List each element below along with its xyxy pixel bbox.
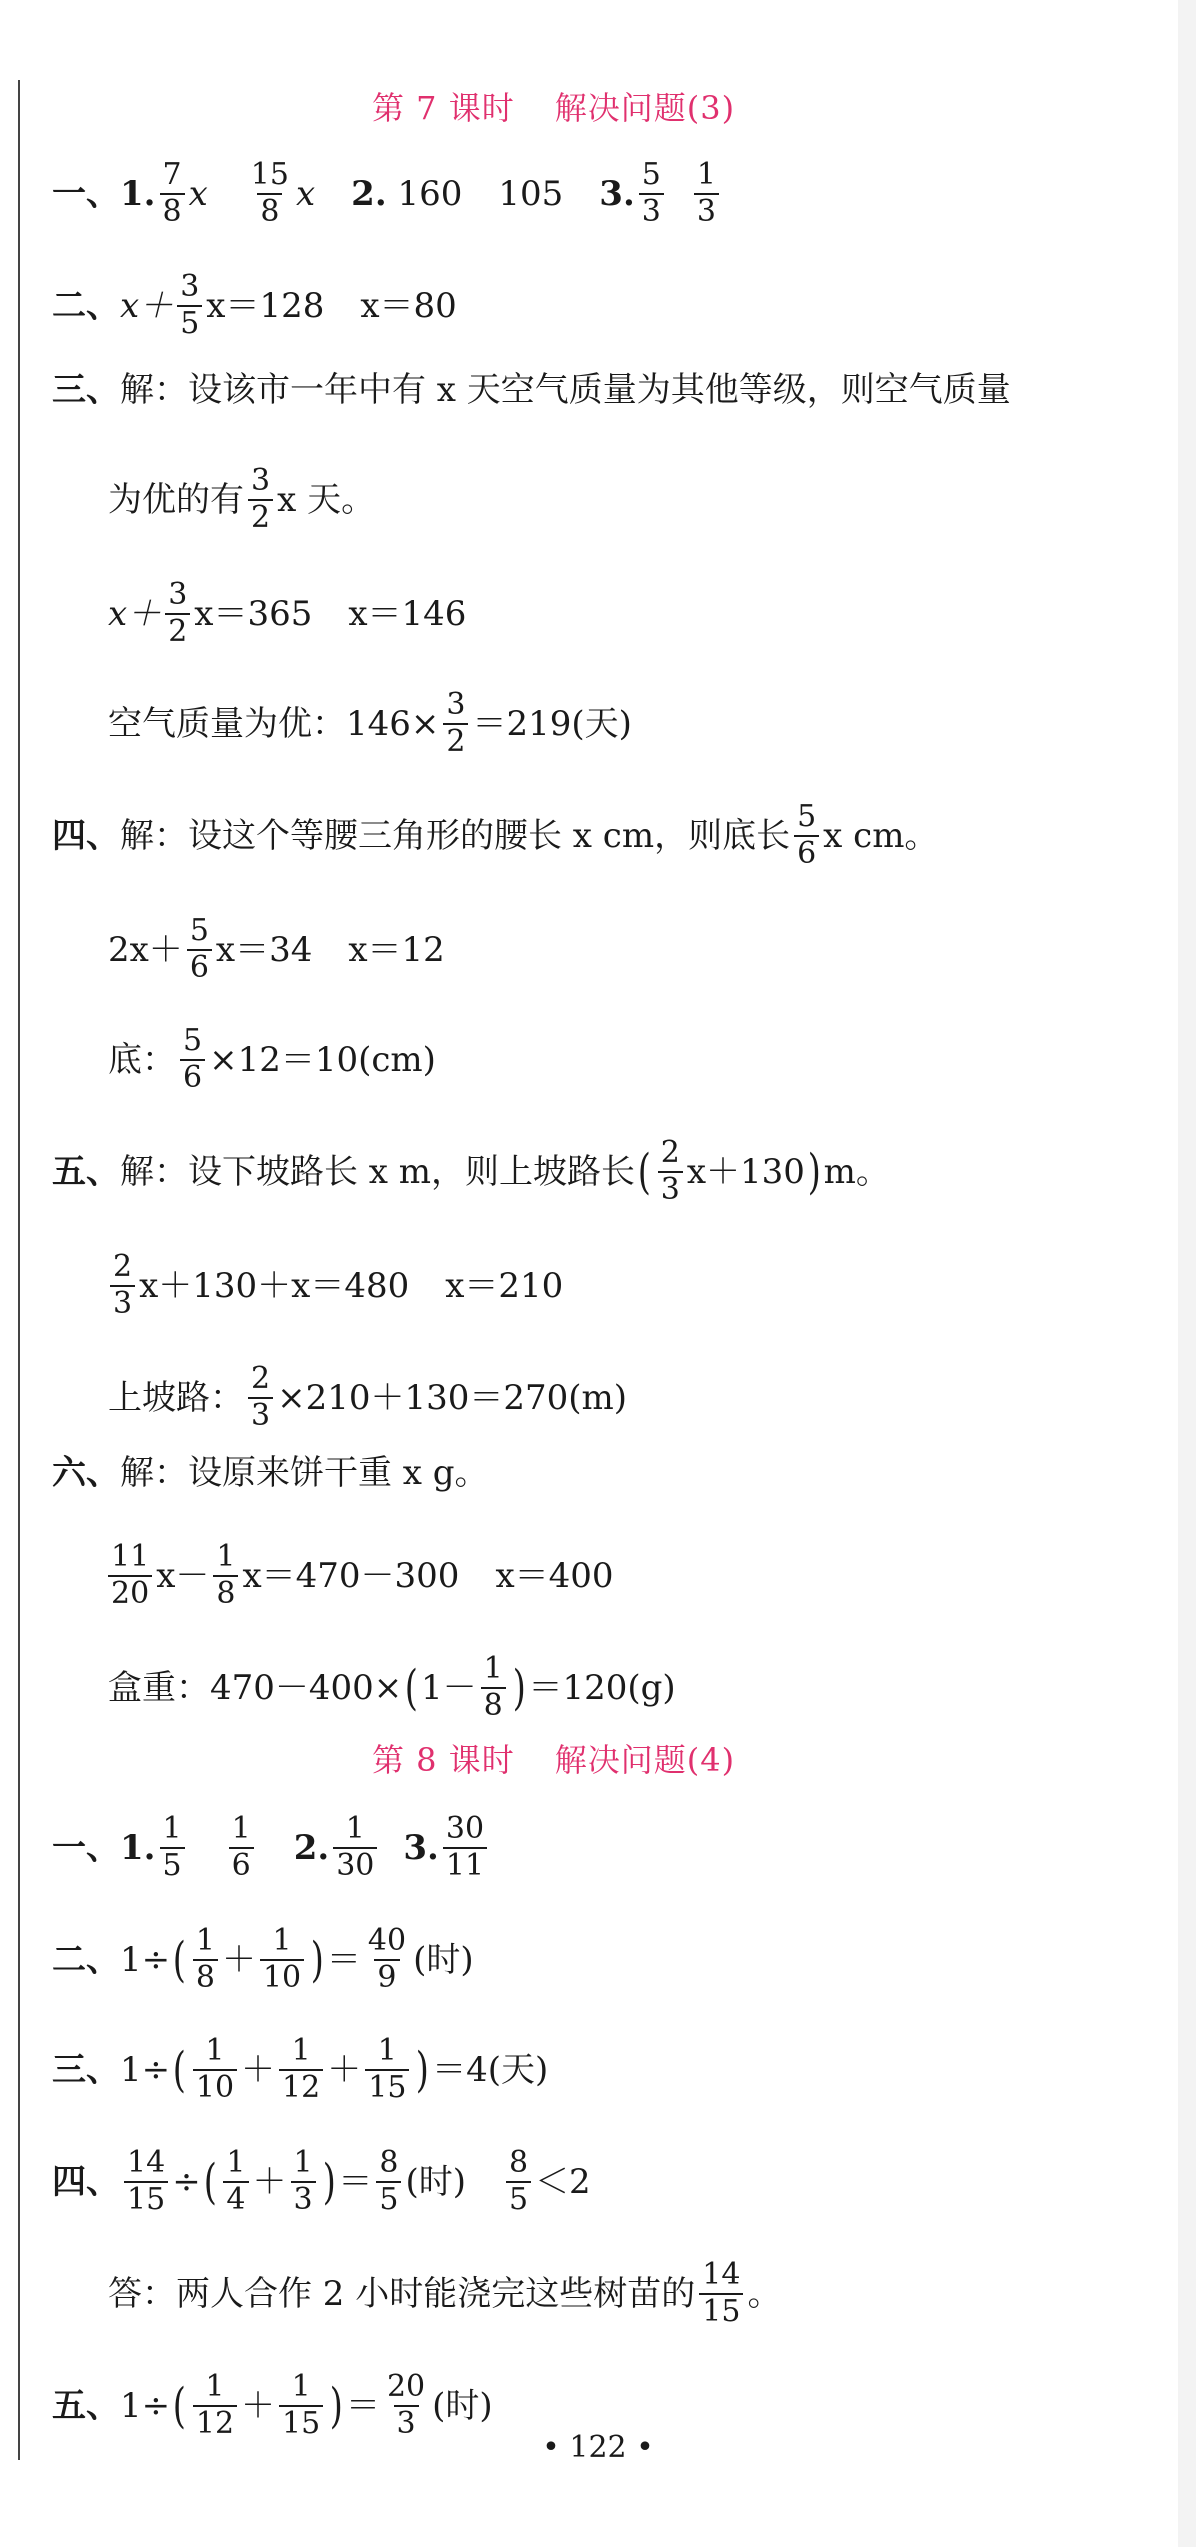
numerator: 40 [367, 1923, 407, 1958]
fraction [481, 1652, 506, 1723]
denominator: 6 [229, 1847, 254, 1884]
q-label: 一、 [52, 1827, 120, 1868]
fraction [193, 2034, 237, 2105]
fraction [376, 2146, 401, 2217]
fraction [248, 158, 292, 229]
variable: x [295, 173, 316, 214]
part-label: 3. [599, 173, 635, 214]
unit: (时) [405, 2161, 466, 2202]
numerator: 5 [189, 913, 209, 948]
fraction [213, 1540, 238, 1611]
text: 为优的有 [108, 479, 244, 520]
l7-q6-equation [104, 1540, 614, 1611]
numerator: 1 [162, 1811, 182, 1846]
fraction [248, 1362, 273, 1433]
l7-q2 [52, 270, 457, 341]
numerator: 1 [205, 2033, 225, 2068]
denominator: 10 [260, 1959, 304, 1996]
denominator: 12 [193, 2405, 237, 2442]
denominator: 8 [193, 1959, 218, 1996]
fraction [108, 1540, 152, 1611]
numerator: 8 [508, 2145, 529, 2180]
expr: 2x＋ [108, 929, 183, 970]
answer: x＝210 [445, 1265, 564, 1306]
text: 解：设下坡路长 x m，则上坡路长 [120, 1151, 636, 1192]
denominator: 3 [658, 1171, 683, 1208]
text: 解：设该市一年中有 x 天空气质量为其他等级，则空气质量 [120, 370, 1011, 410]
operator: ＝ [338, 2161, 373, 2202]
unit: (时) [413, 1939, 474, 1980]
fraction [443, 688, 468, 759]
lesson-7-title [372, 89, 736, 127]
fraction [124, 2146, 168, 2217]
fraction [658, 1136, 683, 1207]
text: x 天。 [277, 479, 376, 520]
fraction [333, 1812, 377, 1883]
numerator: 1 [293, 2145, 313, 2180]
denominator: 5 [506, 2181, 531, 2218]
expr: ×210＋130＝270(m) [277, 1377, 628, 1418]
numerator: 7 [162, 157, 182, 192]
part-label: 1. [120, 1827, 156, 1868]
expr: x＝470－300 [242, 1555, 460, 1596]
lesson-8-title [372, 1741, 736, 1779]
numerator: 3 [168, 577, 188, 612]
page-edge-shadow [1178, 0, 1196, 2547]
l7-q5-equation [106, 1250, 563, 1321]
part-label: 1. [120, 173, 156, 214]
l7-q3-line1 [52, 370, 1011, 410]
expr: 1÷ [120, 1939, 171, 1980]
fraction [160, 1812, 185, 1883]
expr: 1÷ [120, 2049, 171, 2090]
denominator: 10 [193, 2069, 237, 2106]
q-label: 六、 [52, 1453, 120, 1493]
numerator: 15 [250, 157, 289, 192]
denominator: 6 [187, 949, 212, 986]
fraction [180, 1024, 205, 1095]
expr: x＝34 [215, 929, 313, 970]
numerator: 1 [205, 2369, 225, 2404]
variable: x [188, 173, 208, 214]
expr: 上坡路： [108, 1377, 244, 1418]
numerator: 1 [216, 1539, 236, 1574]
l8-q3: 三、 1÷ ( $\frac{1}{10}$ ＋ $\frac{1}{12}$ ＋ $\frac{1}{15}$ ) ＝4(天) [52, 2033, 549, 2105]
left-margin-rule [18, 80, 20, 2460]
denominator: 6 [794, 835, 819, 872]
operator: ＋ [241, 2385, 276, 2426]
expr: ＝219(天) [472, 703, 632, 744]
fraction [248, 464, 273, 535]
l8-q5: 五、 1÷ ( $\frac{1}{12}$ ＋ $\frac{1}{15}$ ) ＝ $\frac{20}{3}$ (时) [52, 2369, 493, 2441]
fraction [365, 2034, 409, 2105]
q-label: 五、 [52, 1151, 120, 1192]
l8-q4: 四、 $\frac{14}{15}$ ÷ ( $\frac{1}{4}$ ＋ $\frac{1}{3}$ ) ＝ $\frac{8}{5}$ (时) $\frac{8}{5}$ ＜2 [52, 2145, 591, 2217]
text: 解：设这个等腰三角形的腰长 x cm，则底长 [120, 815, 791, 856]
l7-q4-line1 [52, 800, 938, 871]
denominator: 8 [257, 193, 282, 230]
fraction [365, 1924, 409, 1995]
denominator: 15 [699, 2293, 743, 2330]
l8-q1 [52, 1812, 491, 1883]
denominator: 4 [223, 2181, 248, 2218]
fraction [177, 270, 202, 341]
text: m。 [823, 1151, 890, 1192]
numerator: 3 [180, 269, 200, 304]
fraction [187, 914, 212, 985]
q-label: 一、 [52, 173, 120, 214]
fraction [443, 1812, 487, 1883]
numerator: 1 [226, 2145, 246, 2180]
fraction [193, 1924, 218, 1995]
expr: x＋130 [686, 1151, 805, 1192]
answer-value: 160 [397, 173, 463, 214]
l8-q4-answer [108, 2258, 781, 2329]
numerator: 11 [111, 1539, 150, 1574]
expr: ×12＝10(cm) [209, 1039, 436, 1080]
text: 解：设原来饼干重 x g。 [120, 1453, 489, 1493]
numerator: 2 [251, 1361, 271, 1396]
denominator: 8 [213, 1575, 238, 1612]
denominator: 8 [481, 1687, 506, 1724]
expr: x＝365 [194, 593, 313, 634]
l7-q5-line1: 五、 解：设下坡路长 x m，则上坡路长 ( $\frac{2}{3}$ x＋130 ) m。 [52, 1135, 890, 1207]
expr: x－ [156, 1555, 210, 1596]
q-label: 二、 [52, 285, 120, 326]
fraction [694, 158, 719, 229]
expr: 空气质量为优：146× [108, 703, 440, 744]
answer: x＝80 [360, 285, 457, 326]
text: 。 [747, 2273, 782, 2314]
l7-q3-calc [108, 688, 632, 759]
q-label: 三、 [52, 2049, 120, 2090]
denominator: 8 [160, 193, 185, 230]
l7-q6-calc: 盒重：470－400× ( 1－ $\frac{1}{8}$ ) ＝120(g) [108, 1651, 676, 1723]
unit: (时) [432, 2385, 493, 2426]
part-label: 3. [403, 1827, 439, 1868]
numerator: 1 [195, 1923, 215, 1958]
operator: ＋ [327, 2049, 362, 2090]
expr: x＝128 [206, 285, 325, 326]
numerator: 5 [183, 1023, 203, 1058]
denominator: 20 [108, 1575, 152, 1612]
numerator: 1 [377, 2033, 397, 2068]
fraction [279, 2034, 323, 2105]
l7-q5-calc [108, 1362, 627, 1433]
text: x cm。 [823, 815, 939, 856]
numerator: 20 [386, 2369, 426, 2404]
fraction [639, 158, 664, 229]
numerator: 3 [251, 463, 271, 498]
numerator: 1 [272, 1923, 292, 1958]
numerator: 1 [483, 1651, 503, 1686]
l7-q3-line2 [108, 464, 375, 535]
denominator: 3 [394, 2405, 419, 2442]
denominator: 2 [248, 499, 273, 536]
expr: x＋ [120, 285, 174, 326]
fraction [160, 158, 185, 229]
denominator: 11 [443, 1847, 487, 1884]
expr: ＝120(g) [528, 1667, 676, 1708]
denominator: 3 [248, 1397, 273, 1434]
expr: ＝4(天) [432, 2049, 549, 2090]
expr: 盒重：470－400× [108, 1667, 403, 1708]
fraction [794, 800, 819, 871]
operator: ＋ [252, 2161, 287, 2202]
numerator: 14 [127, 2145, 166, 2180]
fraction [291, 2146, 316, 2217]
denominator: 2 [443, 723, 468, 760]
denominator: 5 [376, 2181, 401, 2218]
lesson-8-number: 第 8 课时 [372, 1741, 515, 1779]
numerator: 1 [291, 2369, 311, 2404]
numerator: 30 [445, 1811, 485, 1846]
expr: 底： [108, 1039, 176, 1080]
answer: x＝12 [348, 929, 445, 970]
numerator: 1 [291, 2033, 311, 2068]
denominator: 12 [279, 2069, 323, 2106]
expr: x＋ [108, 593, 162, 634]
numerator: 1 [345, 1811, 365, 1846]
fraction [260, 1924, 304, 1995]
fraction [165, 578, 190, 649]
part-label: 2. [293, 1827, 330, 1868]
fraction [229, 1812, 254, 1883]
denominator: 3 [110, 1285, 135, 1322]
operator: ÷ [172, 2161, 201, 2202]
denominator: 6 [180, 1059, 205, 1096]
numerator: 1 [231, 1811, 251, 1846]
fraction [506, 2146, 531, 2217]
fraction [699, 2258, 743, 2329]
denominator: 15 [279, 2405, 323, 2442]
l7-q4-equation [108, 914, 445, 985]
q-label: 五、 [52, 2385, 120, 2426]
numerator: 14 [702, 2257, 741, 2292]
l7-q4-calc [108, 1024, 436, 1095]
denominator: 15 [365, 2069, 409, 2106]
answer: x＝400 [495, 1555, 614, 1596]
operator: ＝ [326, 1939, 361, 1980]
l7-q6-line1 [52, 1453, 489, 1493]
expr: x＋130＋x＝480 [139, 1265, 410, 1306]
l7-q3-equation [108, 578, 466, 649]
fraction [223, 2146, 248, 2217]
part-label: 2. [351, 173, 387, 214]
lesson-7-number: 第 7 课时 [372, 89, 515, 127]
expr: 1－ [421, 1667, 477, 1708]
numerator: 2 [660, 1135, 680, 1170]
denominator: 3 [694, 193, 719, 230]
text: 答：两人合作 2 小时能浇完这些树苗的 [108, 2273, 696, 2314]
numerator: 3 [446, 687, 466, 722]
lesson-7-topic: 解决问题(3) [554, 89, 736, 127]
lesson-8-topic: 解决问题(4) [554, 1741, 736, 1779]
l8-q2: 二、 1÷ ( $\frac{1}{8}$ ＋ $\frac{1}{10}$ ) ＝ $\frac{40}{9}$ (时) [52, 1923, 474, 1995]
q-label: 三、 [52, 370, 120, 410]
denominator: 3 [291, 2181, 316, 2218]
numerator: 1 [696, 157, 716, 192]
comparison: ＜2 [535, 2161, 591, 2202]
page-number: • 122 • [542, 2430, 654, 2465]
q-label: 四、 [52, 2161, 120, 2202]
q-label: 四、 [52, 815, 120, 856]
numerator: 2 [113, 1249, 133, 1284]
denominator: 5 [177, 305, 202, 342]
expr: 1÷ [120, 2385, 171, 2426]
fraction [110, 1250, 135, 1321]
denominator: 5 [160, 1847, 185, 1884]
numerator: 5 [797, 799, 817, 834]
l7-q1 [52, 158, 723, 229]
operator: ＝ [345, 2385, 380, 2426]
denominator: 2 [165, 613, 190, 650]
denominator: 9 [374, 1959, 399, 1996]
operator: ＋ [241, 2049, 276, 2090]
denominator: 15 [124, 2181, 168, 2218]
answer-value: 105 [498, 173, 564, 214]
denominator: 3 [639, 193, 664, 230]
numerator: 8 [379, 2145, 399, 2180]
q-label: 二、 [52, 1939, 120, 1980]
operator: ＋ [221, 1939, 256, 1980]
denominator: 30 [333, 1847, 377, 1884]
numerator: 5 [641, 157, 661, 192]
answer: x＝146 [348, 593, 467, 634]
